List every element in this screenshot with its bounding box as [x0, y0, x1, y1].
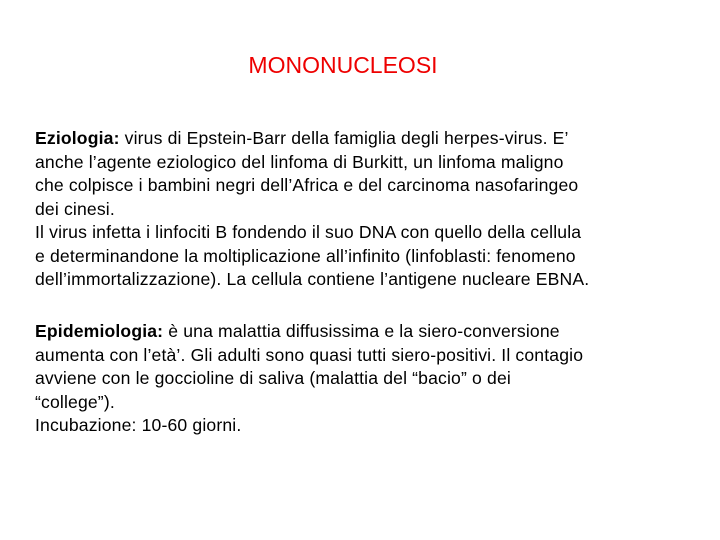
eziologia-line-1 — [35, 127, 695, 151]
epidemiologia-paragraph — [35, 320, 695, 438]
epidemiologia-line-2: aumenta con l’età’. Gli adulti sono quasi tutti siero-positivi. Il contagio — [35, 344, 584, 365]
epidemiologia-line-1 — [35, 320, 695, 344]
eziologia-paragraph — [35, 127, 695, 292]
eziologia-line-7: dell’immortalizzazione). La cellula contiene l’antigene nucleare EBNA. — [35, 269, 590, 289]
epidemiologia-line-1-text: è una malattia diffusissima e la siero-conversione — [163, 321, 560, 341]
eziologia-line-6: e determinandone la moltiplicazione all’infinito (linfoblasti: fenomeno — [35, 245, 576, 266]
eziologia-line-4: dei cinesi. — [35, 198, 115, 219]
epidemiologia-line-4: “college”). — [35, 391, 115, 412]
epidemiologia-line-3: avviene con le goccioline di saliva (malattia del “bacio” o dei — [35, 368, 511, 388]
slide-title: MONONUCLEOSI — [248, 52, 438, 78]
eziologia-heading: Eziologia: — [35, 128, 120, 148]
incubazione-line: Incubazione: 10-60 giorni. — [35, 415, 242, 435]
eziologia-line-3: che colpisce i bambini negri dell’Africa e del carcinoma nasofaringeo — [35, 175, 579, 195]
epidemiologia-heading: Epidemiologia: — [35, 321, 164, 341]
eziologia-line-1-text: virus di Epstein-Barr della famiglia degli herpes-virus. E’ — [119, 128, 569, 148]
eziologia-line-5: Il virus infetta i linfociti B fondendo il suo DNA con quello della cellula — [35, 222, 582, 242]
eziologia-line-2: anche l’agente eziologico del linfoma di Burkitt, un linfoma maligno — [35, 151, 564, 172]
